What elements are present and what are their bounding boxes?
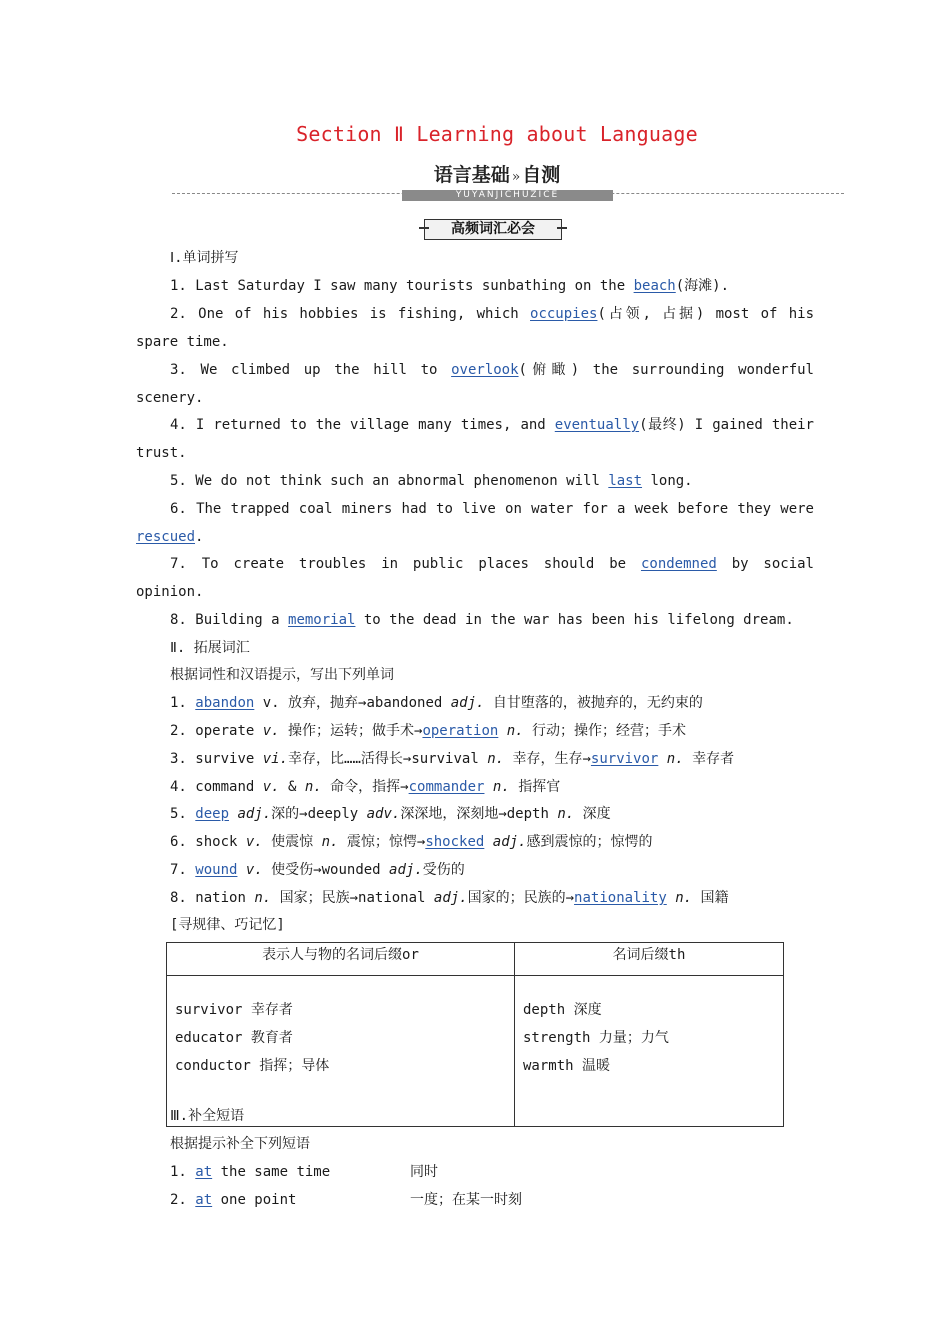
list-item: educator 教育者 [175, 1030, 293, 1046]
table-header-or: 表示人与物的名词后缀or [167, 943, 515, 976]
banner-left-text: 语言基础 [433, 164, 510, 186]
part1-item-7: 7. To create troubles in public places should be condemned by social [170, 556, 814, 572]
answer-blank: commander [408, 779, 485, 795]
list-item: survivor 幸存者 [175, 1002, 293, 1018]
part1-item-4-cont: trust. [136, 445, 187, 461]
list-item: strength 力量；力气 [523, 1030, 669, 1046]
answer-blank: beach [633, 278, 676, 294]
answer-blank: rescued [136, 529, 196, 545]
part3-item-2: 2. at one point [170, 1192, 297, 1208]
table-header-th: 名词后缀th [515, 943, 784, 976]
part1-item-7-cont: opinion. [136, 584, 204, 600]
answer-blank: occupies [530, 306, 598, 322]
answer-blank: shocked [425, 834, 485, 850]
part2-item-3: 3. survive vi.幸存，比……活得长→survival n. 幸存，生存→survivor n. 幸存者 [170, 751, 735, 767]
answer-blank: deep [195, 806, 230, 822]
banner-right-text: 自测 [522, 164, 561, 186]
part1-item-2-cont: spare time. [136, 334, 229, 350]
answer-blank: at [195, 1164, 213, 1180]
part1-item-1: 1. Last Saturday I saw many tourists sunbathing on the beach(海滩). [170, 278, 730, 294]
answer-blank: memorial [288, 612, 356, 628]
part3-heading: Ⅲ.补全短语 [170, 1108, 245, 1124]
answer-blank: at [195, 1192, 213, 1208]
section-banner [0, 160, 950, 187]
double-chevron-icon: » [511, 168, 521, 185]
part2-item-2: 2. operate v. 操作；运转；做手术→operation n. 行动；操作；经营；手术 [170, 723, 687, 739]
part1-item-3: 3. We climbed up the hill to overlook(俯瞰) the surrounding wonderful [170, 362, 814, 378]
memory-tip: [寻规律、巧记忆] [170, 917, 285, 933]
part3-item-1-cn: 同时 [410, 1164, 438, 1180]
list-item: depth 深度 [523, 1002, 602, 1018]
part2-item-8: 8. nation n. 国家；民族→national adj.国家的；民族的→nationality n. 国籍 [170, 890, 729, 906]
suffix-table [166, 942, 784, 1127]
part1-item-5: 5. We do not think such an abnormal phenomenon will last long. [170, 473, 693, 489]
answer-blank: wound [195, 862, 238, 878]
part1-item-6-cont: rescued. [136, 529, 204, 545]
part1-heading: Ⅰ.单词拼写 [170, 250, 239, 266]
answer-blank: overlook [451, 362, 519, 378]
part2-item-6: 6. shock v. 使震惊 n. 震惊；惊愕→shocked adj.感到震惊的；惊愕的 [170, 834, 653, 850]
answer-blank: abandon [195, 695, 255, 711]
part2-heading: Ⅱ. 拓展词汇 [170, 640, 250, 656]
part2-instruction: 根据词性和汉语提示，写出下列单词 [170, 667, 394, 683]
answer-blank: survivor [590, 751, 659, 767]
table-cell-or [167, 976, 515, 1127]
section-title: Section Ⅱ Learning about Language [296, 122, 698, 146]
part2-item-1: 1. abandon v. 放弃，抛弃→abandoned adj. 自甘堕落的，被抛弃的，无约束的 [170, 695, 703, 711]
part1-item-2: 2. One of his hobbies is fishing, which occupies(占领, 占据) most of his [170, 306, 815, 322]
part2-item-5: 5. deep adj.深的→deeply adv.深深地，深刻地→depth n. 深度 [170, 806, 611, 822]
part1-item-8: 8. Building a memorial to the dead in the war has been his lifelong dream. [170, 612, 794, 628]
answer-blank: nationality [574, 890, 667, 906]
part2-item-4: 4. command v. & n. 命令，指挥→commander n. 指挥官 [170, 779, 561, 795]
table-cell-th [515, 976, 784, 1127]
part1-item-3-cont: scenery. [136, 390, 204, 406]
part2-item-7: 7. wound v. 使受伤→wounded adj.受伤的 [170, 862, 465, 878]
part1-item-6: 6. The trapped coal miners had to live on water for a week before they were [170, 501, 814, 517]
sub-banner: 高频词汇必会 [424, 219, 562, 240]
answer-blank: last [608, 473, 643, 489]
part3-item-1: 1. at the same time [170, 1164, 331, 1180]
list-item: conductor 指挥；导体 [175, 1058, 330, 1074]
answer-blank: eventually [554, 417, 640, 433]
part3-item-2-cn: 一度；在某一时刻 [410, 1192, 522, 1208]
answer-blank: operation [422, 723, 499, 739]
part1-item-4: 4. I returned to the village many times, and eventually(最终) I gained their [170, 417, 814, 433]
pinyin-bar: YUYANJICHUZICE [402, 190, 613, 201]
list-item: warmth 温暖 [523, 1058, 611, 1074]
part3-instruction: 根据提示补全下列短语 [170, 1136, 310, 1152]
answer-blank: condemned [640, 556, 717, 572]
